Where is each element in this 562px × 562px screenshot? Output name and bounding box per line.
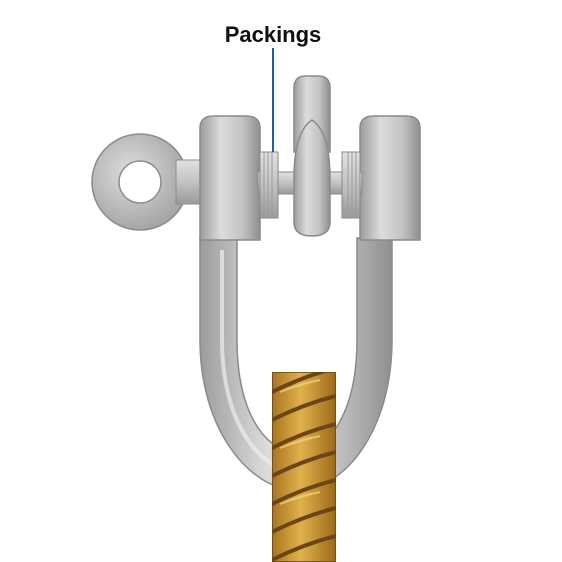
- packings-right: [342, 152, 360, 218]
- packings-left: [260, 152, 278, 218]
- shackle-right-ear: [360, 116, 420, 240]
- shackle-eye: [92, 134, 206, 230]
- center-post: [294, 76, 330, 236]
- shackle-left-ear: [200, 116, 260, 240]
- packings-label: Packings: [224, 22, 322, 47]
- rope: [272, 368, 336, 562]
